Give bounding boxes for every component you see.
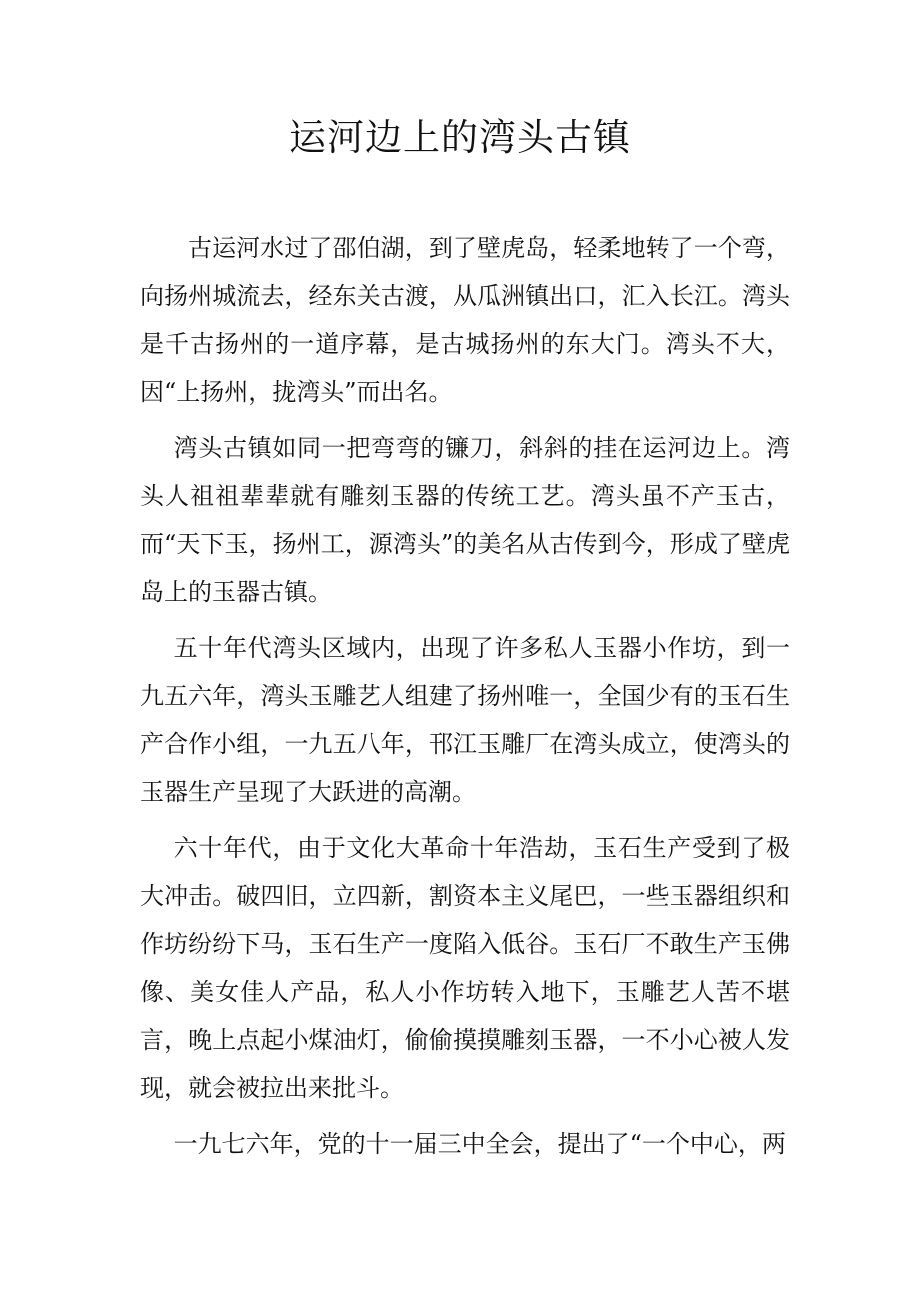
paragraph-3: 五十年代湾头区域内，出现了许多私人玉器小作坊，到一九五六年，湾头玉雕艺人组建了扬州唯一，全国少有的玉石生产合作小组，一九五八年，邗江玉雕厂在湾头成立，使湾头的玉器生产呈现了大跃进的高潮。 (140, 634, 790, 806)
paragraph-2: 湾头古镇如同一把弯弯的镰刀，斜斜的挂在运河边上。湾头人祖祖辈辈就有雕刻玉器的传统工艺。湾头虽不产玉古，而“天下玉，扬州工，源湾头”的美名从古传到今，形成了壁虎岛上的玉器古镇。 (140, 434, 790, 606)
paragraph-4: 六十年代，由于文化大革命十年浩劫，玉石生产受到了极大冲击。破四旧，立四新，割资本主义尾巴，一些玉器组织和作坊纷纷下马，玉石生产一度陷入低谷。玉石厂不敢生产玉佛像、美女佳人产品，私人小作坊转入地下，玉雕艺人苦不堪言，晚上点起小煤油灯，偷偷摸摸雕刻玉器，一不小心被人发现，就会被拉出来批斗。 (140, 834, 790, 1102)
document-body (140, 224, 790, 1176)
paragraph-5: 一九七六年，党的十一届三中全会，提出了“一个中心，两 (173, 1130, 786, 1158)
page-title: 运河边上的湾头古镇 (289, 116, 631, 159)
paragraph-1: 古运河水过了邵伯湖，到了壁虎岛，轻柔地转了一个弯，向扬州城流去，经东关古渡，从瓜洲镇出口，汇入长江。湾头是千古扬州的一道序幕，是古城扬州的东大门。湾头不大，因“上扬州，拢湾头”而出名。 (140, 234, 790, 406)
